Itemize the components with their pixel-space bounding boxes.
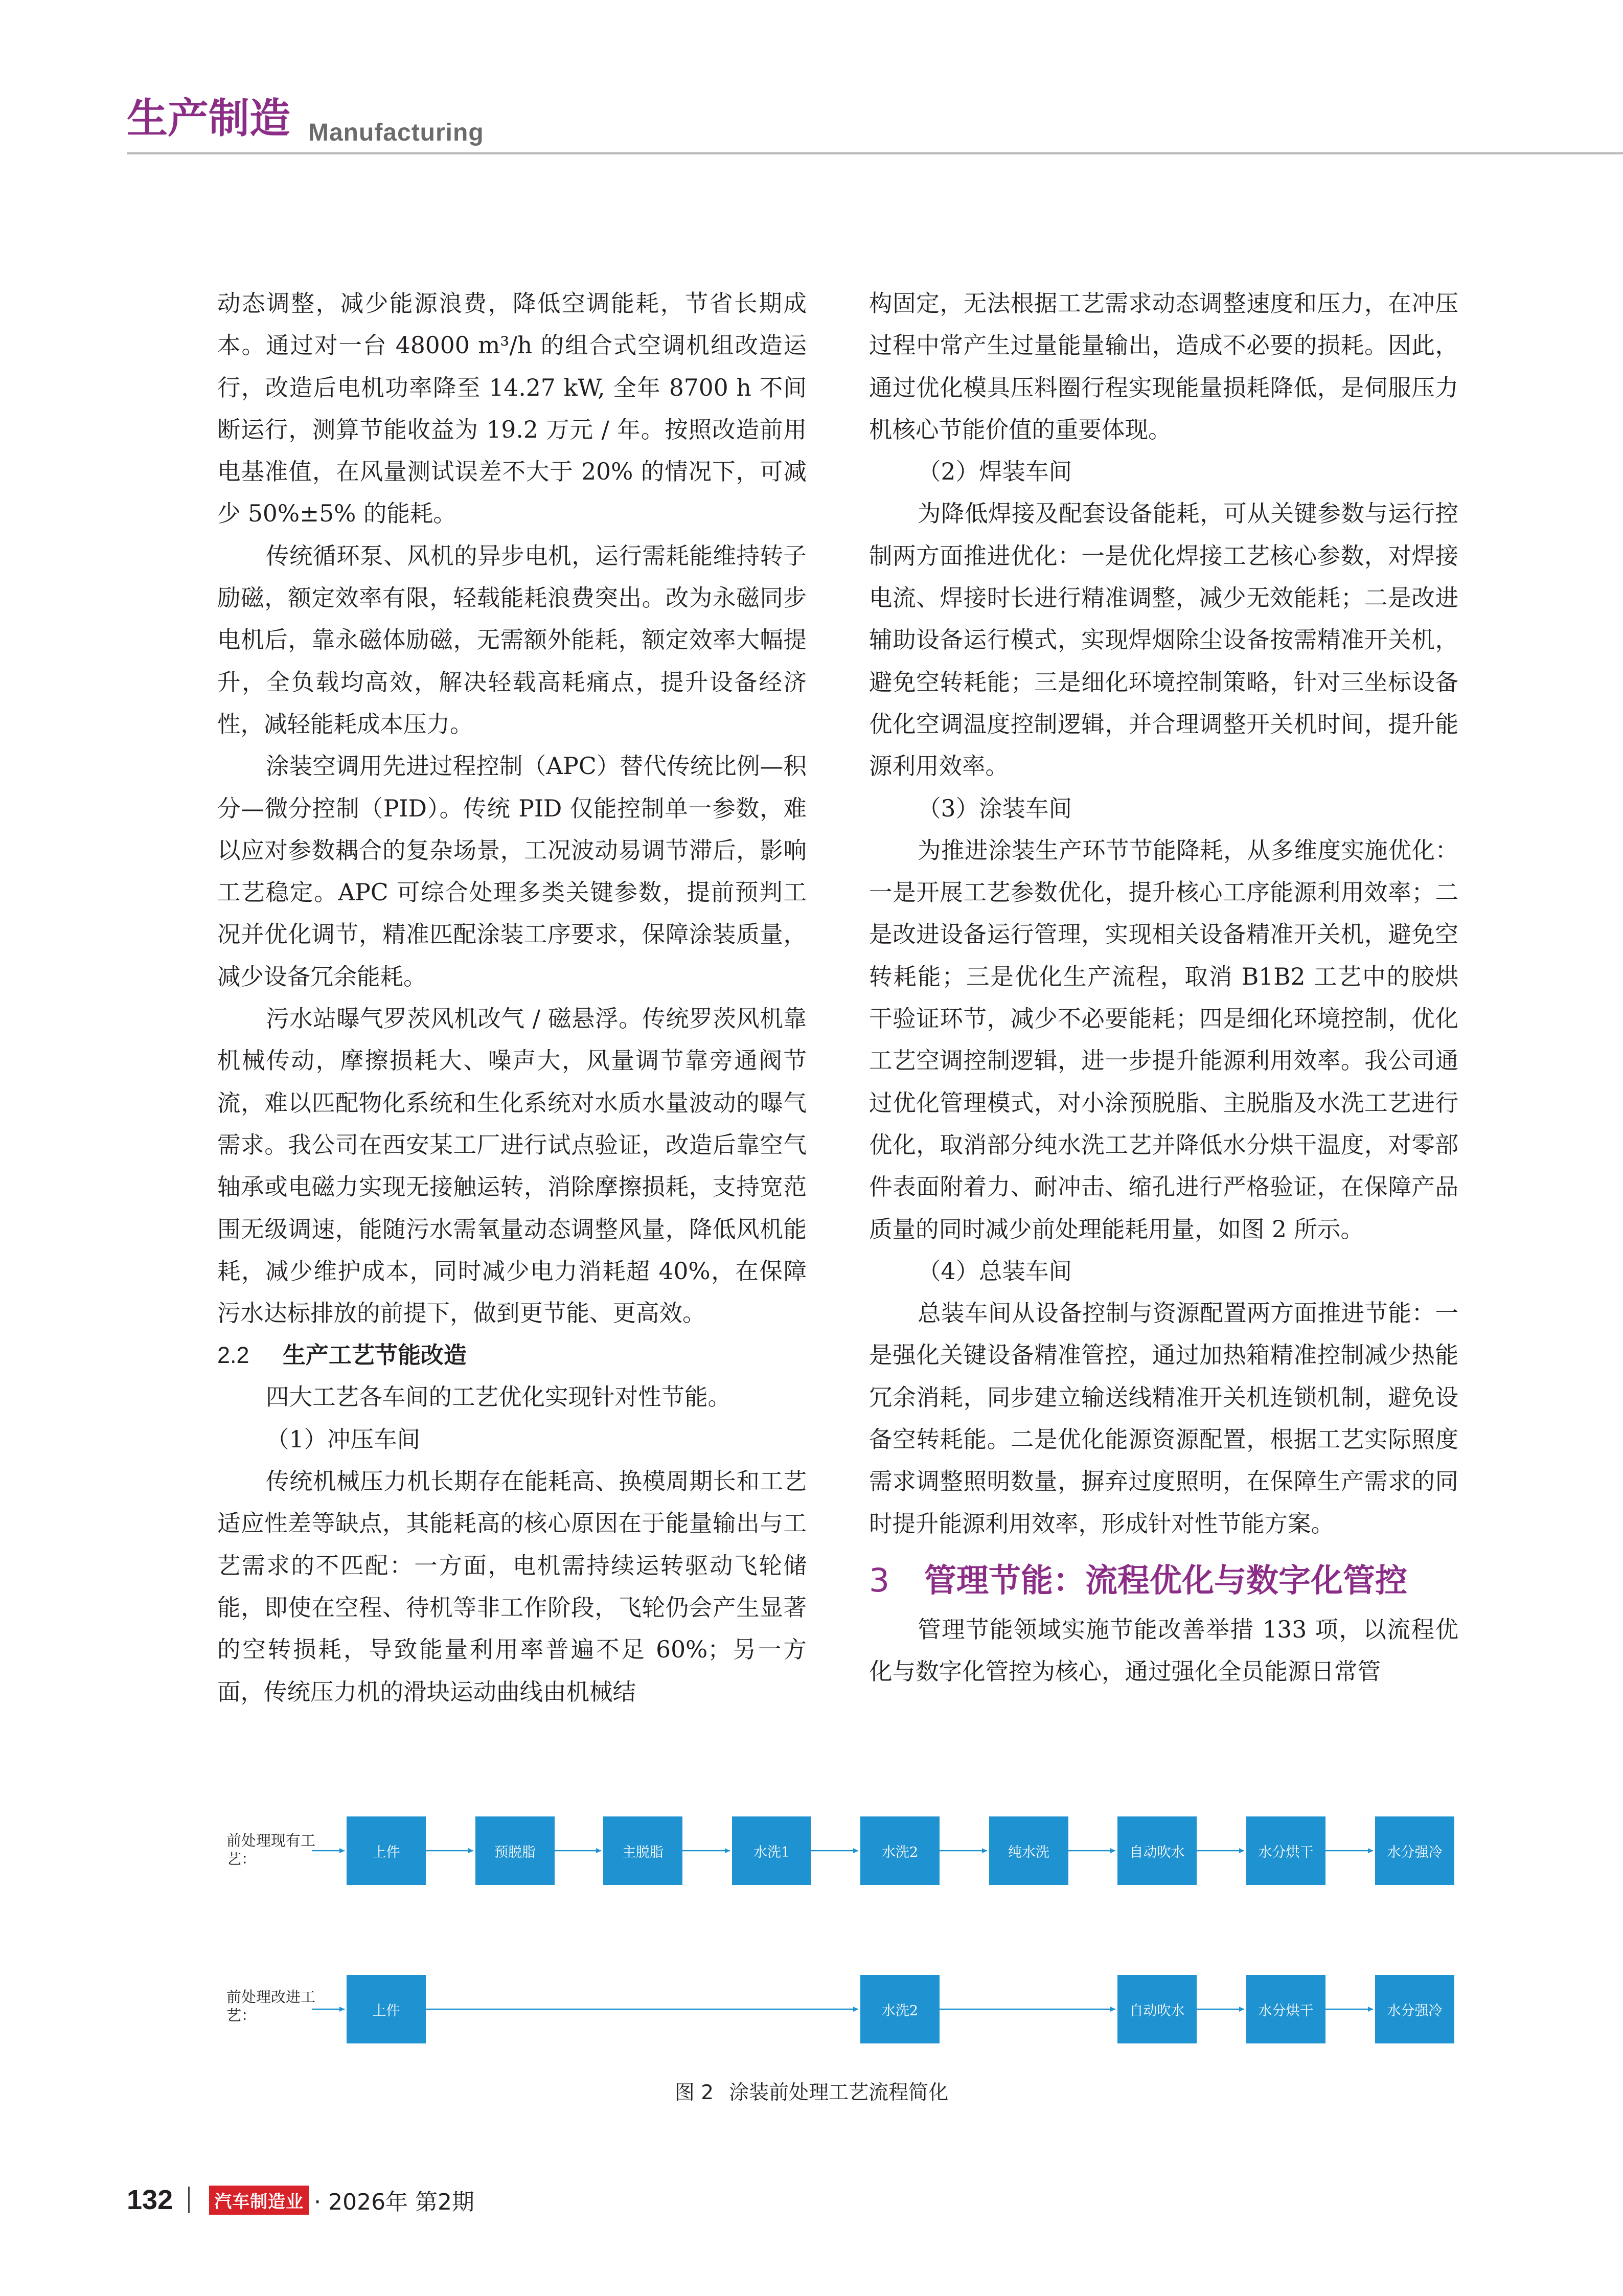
item-heading-assembly: （4）总装车间 [918, 1257, 1072, 1285]
issue-info: · 2026年 第2期 [314, 2189, 475, 2215]
figure-number: 图 2 [674, 2081, 714, 2104]
paragraph: 传统机械压力机长期存在能耗高、换模周期长和工艺适应性差等缺点，其能耗高的核心原因在于能量输出与工艺需求的不匹配：一方面，电机需持续运转驱动飞轮储能，即使在空程、待机等非工作阶段，飞轮仍会产生显著的空转损耗，导致能量利用率普遍不足 60%；另一方面，传统压力机的滑块运动曲线由机械结 [217, 1468, 807, 1706]
paragraph: 总装车间从设备控制与资源配置两方面推进节能：一是强化关键设备精准管控，通过加热箱精准控制减少热能冗余消耗，同步建立输送线精准开关机连锁机制，避免设备空转耗能。二是优化能源资源配置，根据工艺实际照度需求调整照明数量，摒弃过度照明，在保障生产需求的同时提升能源利用效率，形成针对性节能方案。 [869, 1300, 1458, 1537]
improved-process-label: 前处理改进工艺： [226, 1988, 316, 2024]
section-heading [869, 1561, 1458, 1599]
process-step-box: 水分强冷 [1375, 1975, 1454, 2043]
footer-divider [188, 2187, 190, 2213]
item-heading-stamping: （1）冲压车间 [266, 1425, 420, 1453]
right-column [869, 283, 1458, 1693]
paragraph: 动态调整，减少能源浪费，降低空调能耗，节省长期成本。通过对一台 48000 m³/h 的组合式空调机组改造运行，改造后电机功率降至 14.27 kW, 全年 8700 h 不间断运行，测算节能收益为 19.2 万元 / 年。按照改造前用电基准值，在风量测试误差不大于 20% 的情况下，可减少 50%±5% 的能耗。 [217, 290, 807, 528]
section-title-en: Manufacturing [308, 119, 484, 146]
page-header [0, 0, 1623, 158]
left-column [217, 283, 807, 1713]
section-title-cn: 生产制造 [127, 95, 290, 142]
current-process-label: 前处理现有工艺： [226, 1832, 316, 1868]
paragraph: 为降低焊接及配套设备能耗，可从关键参数与运行控制两方面推进优化：一是优化焊接工艺核心参数，对焊接电流、焊接时长进行精准调整，减少无效能耗；二是改进辅助设备运行模式，实现焊烟除尘设备按需精准开关机，避免空转耗能；三是细化环境控制策略，针对三坐标设备优化空调温度控制逻辑，并合理调整开关机时间，提升能源利用效率。 [869, 500, 1458, 780]
paragraph: 管理节能领域实施节能改善举措 133 项，以流程优化与数字化管控为核心，通过强化全员能源日常管 [869, 1616, 1458, 1686]
subsection-number: 2.2 [217, 1342, 249, 1369]
process-step-box: 上件 [347, 1816, 426, 1885]
paragraph: 涂装空调用先进过程控制（APC）替代传统比例—积分—微分控制（PID）。传统 PID 仅能控制单一参数，难以应对参数耦合的复杂场景，工况波动易调节滞后，影响工艺稳定。APC 可综合处理多类关键参数，提前预判工况并优化调节，精准匹配涂装工序要求，保障涂装质量，减少设备冗余能耗。 [217, 753, 807, 990]
process-step-box: 自动吹水 [1117, 1816, 1197, 1885]
process-step-box: 自动吹水 [1117, 1975, 1197, 2043]
process-step-box: 水分强冷 [1375, 1816, 1454, 1885]
paragraph: 污水站曝气罗茨风机改气 / 磁悬浮。传统罗茨风机靠机械传动，摩擦损耗大、噪声大，风量调节靠旁通阀节流，难以匹配物化系统和生化系统对水质水量波动的曝气需求。我公司在西安某工厂进行试点验证，改造后靠空气轴承或电磁力实现无接触运转，消除摩擦损耗，支持宽范围无级调速，能随污水需氧量动态调整风量，降低风机能耗，减少维护成本，同时减少电力消耗超 40%，在保障污水达标排放的前提下，做到更节能、更高效。 [217, 1005, 807, 1327]
page-number: 132 [127, 2185, 173, 2215]
process-step-box: 上件 [347, 1975, 426, 2043]
process-step-box: 预脱脂 [475, 1816, 555, 1885]
subsection-title: 生产工艺节能改造 [283, 1342, 467, 1369]
magazine-logo: 汽车制造业 [209, 2186, 309, 2215]
process-step-box: 水分烘干 [1246, 1975, 1325, 2043]
process-step-box: 水洗1 [732, 1816, 811, 1885]
paragraph: 构固定，无法根据工艺需求动态调整速度和压力，在冲压过程中常产生过量能量输出，造成不必要的损耗。因此，通过优化模具压料圈行程实现能量损耗降低，是伺服压力机核心节能价值的重要体现。 [869, 290, 1458, 443]
header-rule [127, 152, 1623, 154]
process-step-box: 纯水洗 [989, 1816, 1068, 1885]
item-heading-painting: （3）涂装车间 [918, 794, 1072, 822]
figure-caption [0, 2077, 1623, 2105]
section-number: 3 [869, 1561, 890, 1599]
page-footer [127, 2182, 474, 2218]
item-heading-welding: （2）焊装车间 [918, 458, 1072, 486]
figure-caption-text: 涂装前处理工艺流程简化 [729, 2081, 949, 2104]
paragraph: 为推进涂装生产环节节能降耗，从多维度实施优化：一是开展工艺参数优化，提升核心工序能源利用效率；二是改进设备运行管理，实现相关设备精准开关机，避免空转耗能；三是优化生产流程，取消 B1B2 工艺中的胶烘干验证环节，减少不必要能耗；四是细化环境控制，优化工艺空调控制逻辑，进一步提升能源利用效率。我公司通过优化管理模式，对小涂预脱脂、主脱脂及水洗工艺进行优化，取消部分纯水洗工艺并降低水分烘干温度，对零部件表面附着力、耐冲击、缩孔进行严格验证，在保障产品质量的同时减少前处理能耗用量，如图 2 所示。 [869, 836, 1458, 1243]
process-step-box: 水分烘干 [1246, 1816, 1325, 1885]
process-step-box: 水洗2 [860, 1816, 940, 1885]
process-step-box: 水洗2 [860, 1975, 940, 2043]
section-title: 管理节能：流程优化与数字化管控 [924, 1561, 1407, 1599]
subsection-heading [217, 1334, 807, 1376]
process-step-box: 主脱脂 [603, 1816, 682, 1885]
paragraph: 传统循环泵、风机的异步电机，运行需耗能维持转子励磁，额定效率有限，轻载能耗浪费突出。改为永磁同步电机后，靠永磁体励磁，无需额外能耗，额定效率大幅提升，全负载均高效，解决轻载高耗痛点，提升设备经济性，减轻能耗成本压力。 [217, 542, 807, 738]
paragraph: 四大工艺各车间的工艺优化实现针对性节能。 [266, 1383, 732, 1411]
